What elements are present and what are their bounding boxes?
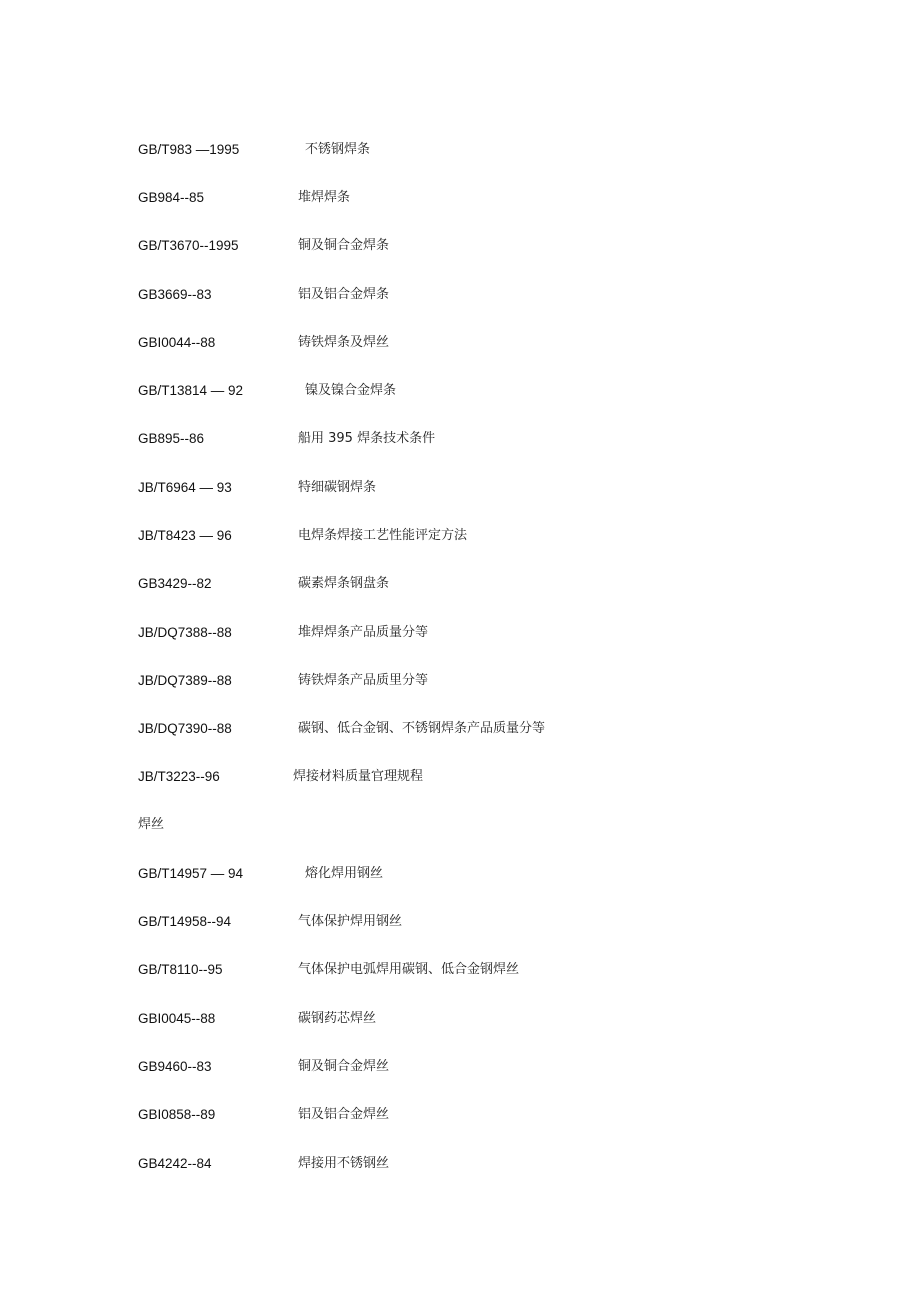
standard-description: 镍及镍合金焊条 — [305, 383, 397, 398]
standard-code: GB/T8110--95 — [138, 962, 223, 977]
standard-code: GBI0045--88 — [138, 1011, 216, 1026]
standard-description: 不锈钢焊条 — [305, 142, 371, 157]
standard-code: JB/T6964 — 93 — [138, 480, 232, 495]
standard-description: 铸铁焊条产品质里分等 — [298, 673, 429, 688]
standard-description: 铜及铜合金焊条 — [298, 238, 390, 253]
standard-code: GB/T3670--1995 — [138, 238, 239, 253]
standard-code: GBI0044--88 — [138, 335, 216, 350]
standard-code: GB4242--84 — [138, 1156, 212, 1171]
standard-code: GB984--85 — [138, 190, 205, 205]
standard-code: JB/T8423 — 96 — [138, 528, 232, 543]
standard-code: GB9460--83 — [138, 1059, 212, 1074]
standard-description: 碳钢药芯焊丝 — [298, 1011, 377, 1026]
standard-description: 铝及铝合金焊丝 — [298, 1107, 390, 1122]
standard-description: 电焊条焊接工艺性能评定方法 — [298, 528, 468, 543]
standard-code: GB/T983 —1995 — [138, 142, 240, 157]
standard-code: JB/T3223--96 — [138, 769, 220, 784]
standard-code: GB/T13814 — 92 — [138, 383, 244, 398]
standard-code: GB3429--82 — [138, 576, 212, 591]
standard-description: 焊接用不锈钢丝 — [298, 1156, 390, 1171]
standard-description: 堆焊焊条产品质量分等 — [298, 625, 429, 640]
standard-description: 气体保护焊用钢丝 — [298, 914, 403, 929]
standard-description: 焊接材料质量官理规程 — [293, 769, 424, 784]
standard-description: 铸铁焊条及焊丝 — [298, 335, 390, 350]
standard-description: 堆焊焊条 — [298, 190, 351, 205]
standard-code: GB895--86 — [138, 431, 205, 446]
standard-description: 铝及铝合金焊条 — [298, 287, 390, 302]
standard-code: JB/DQ7388--88 — [138, 625, 232, 640]
standard-description: 碳素焊条钢盘条 — [298, 576, 390, 591]
standard-code: JB/DQ7389--88 — [138, 673, 232, 688]
standard-description: 气体保护电弧焊用碳钢、低合金钢焊丝 — [298, 962, 520, 977]
standard-code: JB/DQ7390--88 — [138, 721, 232, 736]
standard-description: 熔化焊用钢丝 — [305, 866, 384, 881]
standard-code: GB/T14958--94 — [138, 914, 232, 929]
standard-description: 特细碳钢焊条 — [298, 480, 377, 495]
standard-description: 碳钢、低合金钢、不锈钢焊条产品质量分等 — [298, 721, 546, 736]
standard-description: 铜及铜合金焊丝 — [298, 1059, 390, 1074]
section-heading: 焊丝 — [138, 817, 165, 832]
standard-code: GB3669--83 — [138, 287, 212, 302]
standard-code: GB/T14957 — 94 — [138, 866, 244, 881]
standard-code: GBI0858--89 — [138, 1107, 216, 1122]
standard-description: 船用 395 焊条技术条件 — [298, 431, 436, 446]
